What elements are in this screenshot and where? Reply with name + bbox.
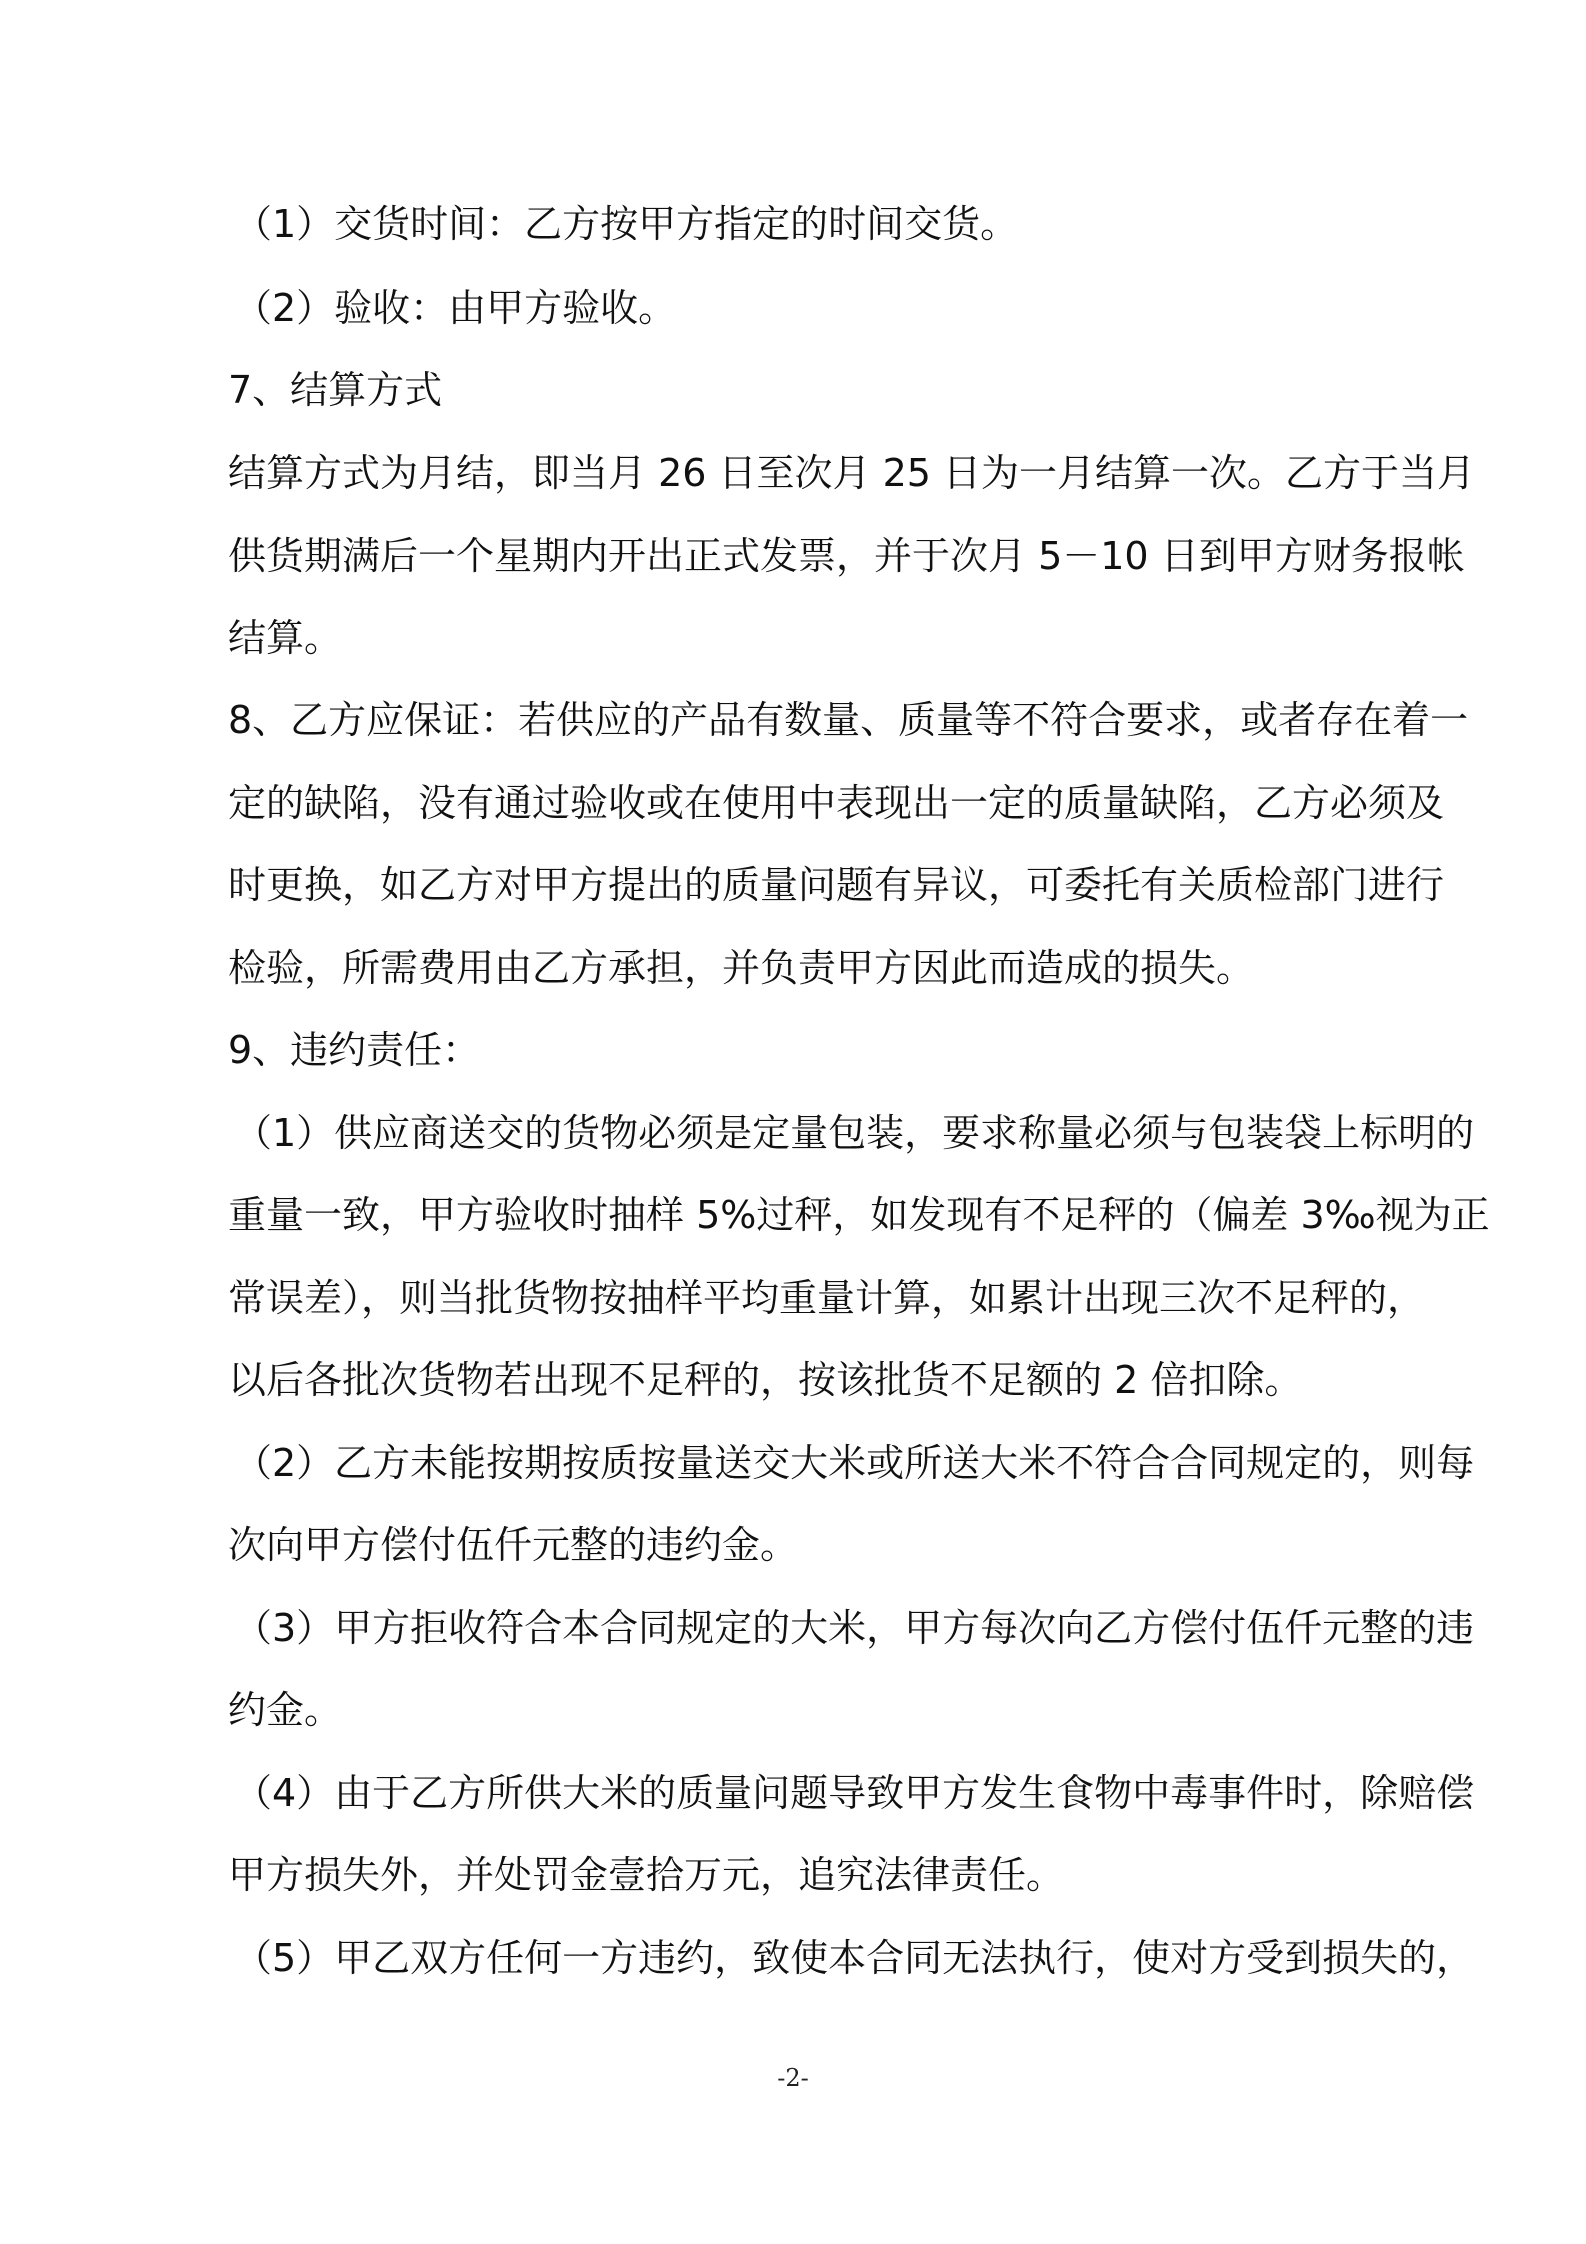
clause-9-1-text-line: 常误差），则当批货物按抽样平均重量计算，如累计出现三次不足秤的， <box>228 1276 1426 1320</box>
clause-9-1-text-line: 以后各批次货物若出现不足秤的，按该批货不足额的 2 倍扣除。 <box>228 1358 1303 1402</box>
clause-6-2-acceptance: （2）验收：由甲方验收。 <box>234 286 677 330</box>
clause-9-1-text-line: （1）供应商送交的货物必须是定量包装，要求称量必须与包装袋上标明的 <box>234 1111 1475 1155</box>
clause-9-2-text-line: （2）乙方未能按期按质按量送交大米或所送大米不符合合同规定的，则每 <box>234 1441 1475 1485</box>
clause-9-4-text-line: 甲方损失外，并处罚金壹拾万元，追究法律责任。 <box>228 1853 1065 1897</box>
section-8-text-line: 8、乙方应保证：若供应的产品有数量、质量等不符合要求，或者存在着一 <box>228 698 1469 742</box>
section-9-heading: 9、违约责任： <box>228 1028 481 1072</box>
section-7-text-line: 结算。 <box>228 616 343 660</box>
section-7-heading: 7、结算方式 <box>228 368 443 412</box>
section-8-text-line: 检验，所需费用由乙方承担，并负责甲方因此而造成的损失。 <box>228 946 1255 990</box>
clause-9-1-text-line: 重量一致，甲方验收时抽样 5%过秤，如发现有不足秤的（偏差 3‰视为正 <box>228 1193 1490 1237</box>
clause-9-5-text-line: （5）甲乙双方任何一方违约，致使本合同无法执行，使对方受到损失的， <box>234 1936 1475 1980</box>
section-7-text-line: 供货期满后一个星期内开出正式发票，并于次月 5－10 日到甲方财务报帐 <box>228 534 1465 578</box>
clause-9-4-text-line: （4）由于乙方所供大米的质量问题导致甲方发生食物中毒事件时，除赔偿 <box>234 1771 1475 1815</box>
clause-6-1-delivery-time: （1）交货时间：乙方按甲方指定的时间交货。 <box>234 202 1019 246</box>
page-number: -2- <box>777 2064 809 2092</box>
section-7-text-line: 结算方式为月结，即当月 26 日至次月 25 日为一月结算一次。乙方于当月 <box>228 451 1476 495</box>
clause-9-2-text-line: 次向甲方偿付伍仟元整的违约金。 <box>228 1523 799 1567</box>
section-8-text-line: 时更换，如乙方对甲方提出的质量问题有异议，可委托有关质检部门进行 <box>228 863 1445 907</box>
clause-9-3-text-line: 约金。 <box>228 1688 343 1732</box>
clause-9-3-text-line: （3）甲方拒收符合本合同规定的大米，甲方每次向乙方偿付伍仟元整的违 <box>234 1606 1475 1650</box>
section-8-text-line: 定的缺陷，没有通过验收或在使用中表现出一定的质量缺陷，乙方必须及 <box>228 781 1445 825</box>
